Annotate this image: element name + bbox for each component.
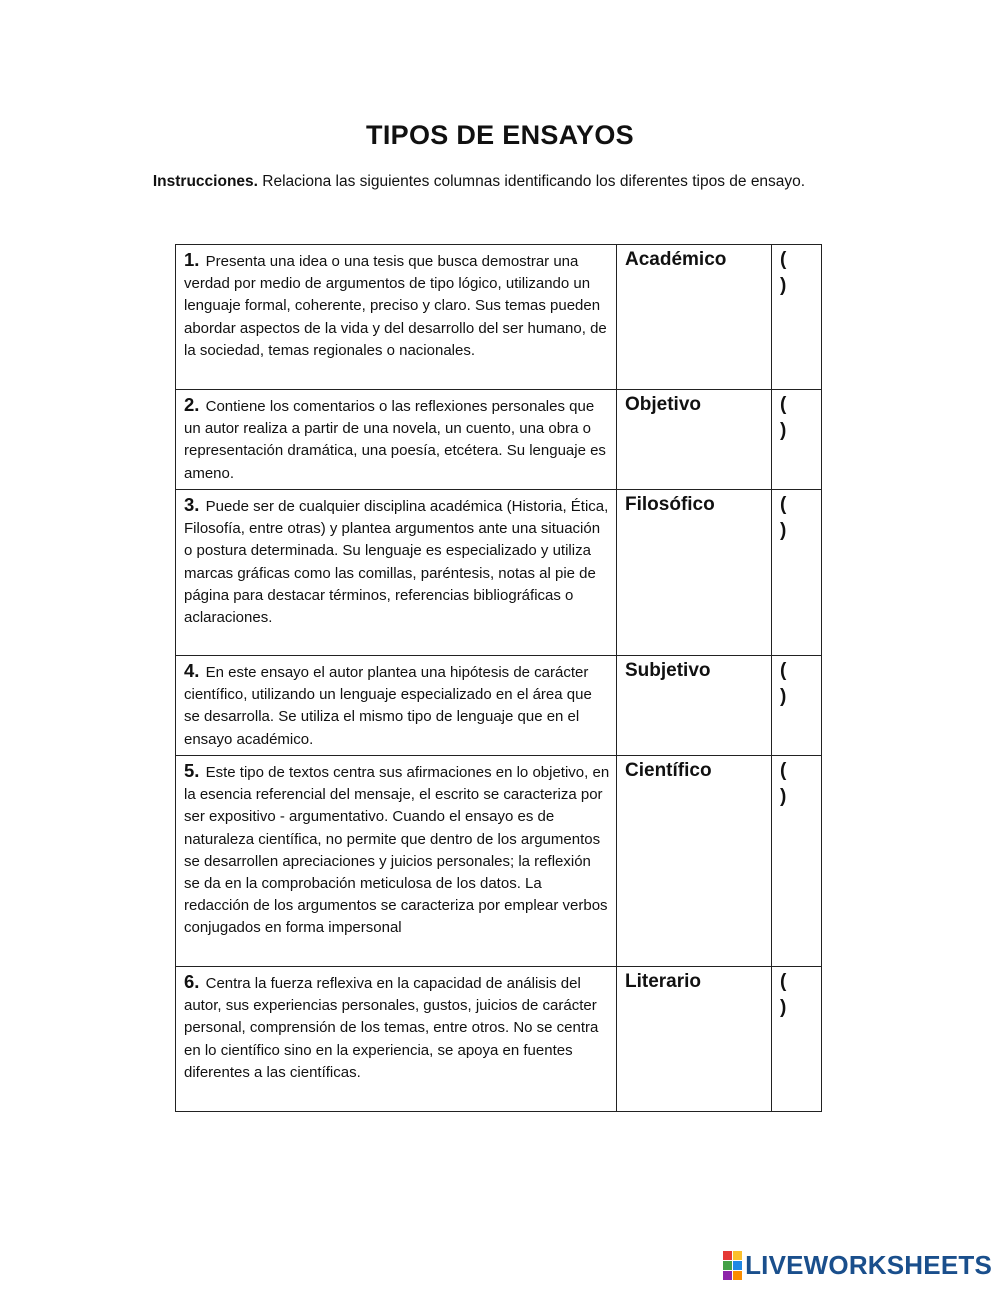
description-cell: [176, 756, 617, 967]
close-paren: ): [780, 520, 787, 541]
item-description: Presenta una idea o una tesis que busca demostrar una verdad por medio de argumentos de tipo lógico, utilizando un lenguaje formal, coherente, preciso y claro. Sus temas pueden abordar aspectos de la vida y del desarrollo del ser humano, de la sociedad, temas regionales o nacionales.: [184, 253, 607, 359]
instructions: [0, 173, 958, 191]
essay-type: Subjetivo: [617, 656, 772, 756]
table-row: [176, 490, 822, 656]
item-description: Centra la fuerza reflexiva en la capacidad de análisis del autor, sus experiencias personales, gustos, juicios de carácter personal, comprensión de los temas, entre otros. No se centra en lo científico sino en la experiencia, se apoya en fuentes diferentes a las científicas.: [184, 975, 599, 1081]
open-paren: (: [780, 249, 787, 270]
table-row: [176, 390, 822, 490]
answer-blank[interactable]: [772, 490, 822, 656]
close-paren: ): [780, 686, 787, 707]
essay-type: Académico: [617, 245, 772, 390]
open-paren: (: [780, 494, 787, 515]
item-description: Puede ser de cualquier disciplina académica (Historia, Ética, Filosofía, entre otras) y plantea argumentos ante una situación o postura determinada. Su lenguaje es especializado y utiliza marcas gráficas como las comillas, paréntesis, notas al pie de página para destacar términos, referencias bibliográficas o aclaraciones.: [184, 498, 609, 627]
essay-type: Literario: [617, 967, 772, 1112]
answer-blank[interactable]: [772, 967, 822, 1112]
description-cell: [176, 490, 617, 656]
matching-table: [175, 244, 822, 1112]
close-paren: ): [780, 786, 787, 807]
liveworksheets-brand: [723, 1250, 992, 1281]
description-cell: [176, 967, 617, 1112]
close-paren: ): [780, 275, 787, 296]
essay-type: Filosófico: [617, 490, 772, 656]
table-row: [176, 967, 822, 1112]
item-number: 2.: [184, 394, 200, 415]
open-paren: (: [780, 660, 787, 681]
item-number: 3.: [184, 494, 200, 515]
answer-blank[interactable]: [772, 245, 822, 390]
answer-blank[interactable]: [772, 390, 822, 490]
open-paren: (: [780, 394, 787, 415]
answer-blank[interactable]: [772, 756, 822, 967]
liveworksheets-logo-icon: [723, 1251, 742, 1280]
essay-type: Científico: [617, 756, 772, 967]
brand-name: LIVEWORKSHEETS: [745, 1250, 992, 1280]
item-number: 5.: [184, 760, 200, 781]
item-number: 1.: [184, 249, 200, 270]
description-cell: [176, 656, 617, 756]
item-description: En este ensayo el autor plantea una hipótesis de carácter científico, utilizando un lenguaje especializado en el área que se desarrolla. Se utiliza el mismo tipo de lenguaje que en el ensayo académico.: [184, 664, 592, 748]
instructions-text: Relaciona las siguientes columnas identificando los diferentes tipos de ensayo.: [257, 173, 806, 190]
item-number: 6.: [184, 971, 200, 992]
table-row: [176, 656, 822, 756]
instructions-label: Instrucciones.: [152, 173, 258, 190]
open-paren: (: [780, 971, 787, 992]
description-cell: [176, 245, 617, 390]
essay-type: Objetivo: [617, 390, 772, 490]
item-number: 4.: [184, 660, 200, 681]
item-description: Contiene los comentarios o las reflexiones personales que un autor realiza a partir de una novela, un cuento, una obra o representación dramática, una poesía, etcétera. Su lenguaje es ameno.: [184, 398, 606, 482]
description-cell: [176, 390, 617, 490]
item-description: Este tipo de textos centra sus afirmaciones en lo objetivo, en la esencia referencial del mensaje, el escrito se caracteriza por ser expositivo - argumentativo. Cuando el ensayo es de naturaleza científica, no permite que dentro de los argumentos se desarrollen apreciaciones y juicios personales; la reflexión se da en la comprobación meticulosa de los datos. La redacción de los argumentos se caracteriza por emplear verbos conjugados en forma impersonal: [184, 764, 610, 937]
open-paren: (: [780, 760, 787, 781]
close-paren: ): [780, 420, 787, 441]
table-row: [176, 756, 822, 967]
table-row: [176, 245, 822, 390]
close-paren: ): [780, 997, 787, 1018]
page-title: TIPOS DE ENSAYOS: [366, 120, 634, 150]
answer-blank[interactable]: [772, 656, 822, 756]
